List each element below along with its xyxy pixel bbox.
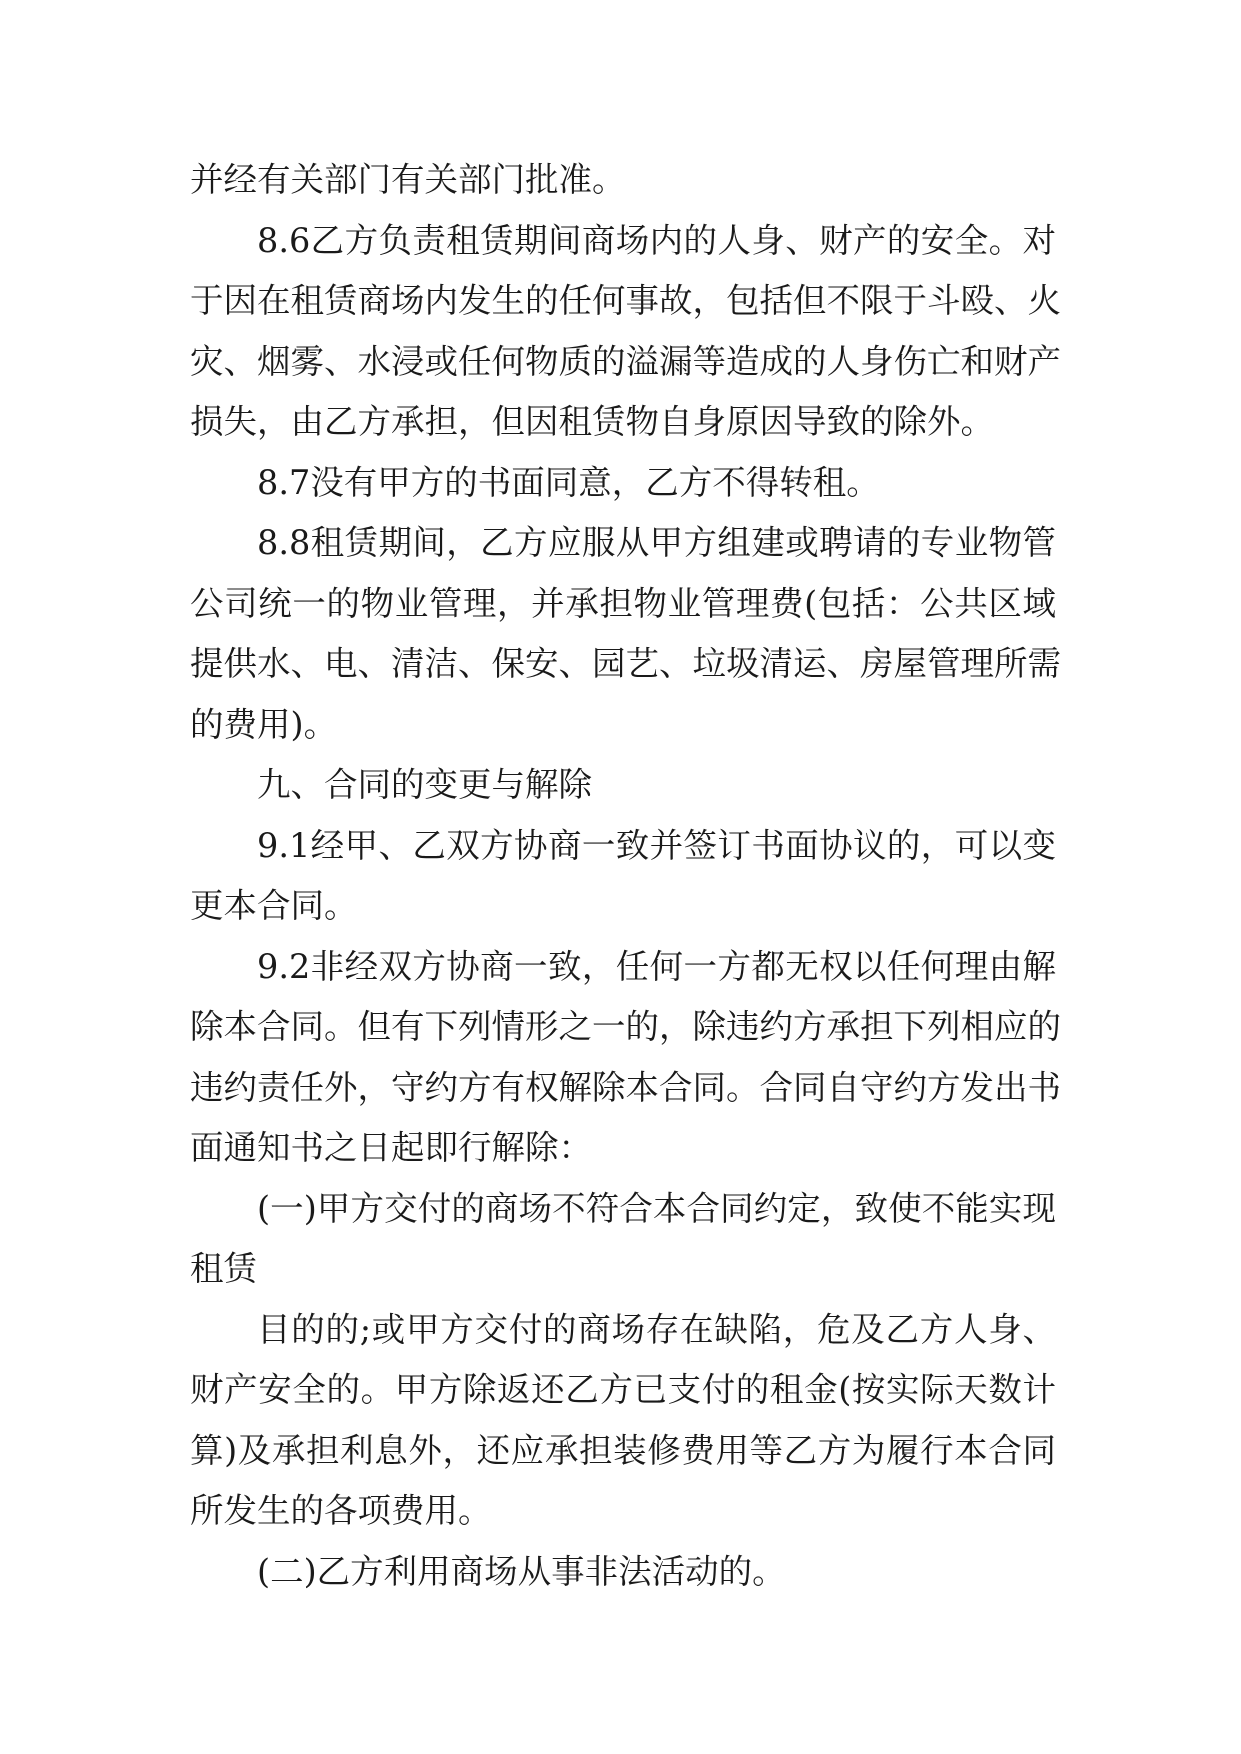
text-line: 8.7没有甲方的书面同意，乙方不得转租。 — [257, 462, 880, 502]
text-line: 面通知书之日起即行解除： — [190, 1128, 592, 1167]
section-heading-9 — [190, 755, 1056, 816]
paragraph-clause-8-7 — [190, 453, 1056, 514]
text-line: 财产安全的。甲方除返还乙方已支付的租金(按实际天数计 — [190, 1370, 1056, 1409]
text-line: (二)乙方利用商场从事非法活动的。 — [257, 1551, 786, 1591]
text-line: (一)甲方交付的商场不符合本合同约定，致使不能实现 — [257, 1188, 1056, 1228]
text-line: 公司统一的物业管理，并承担物业管理费(包括：公共区域 — [190, 583, 1056, 623]
text-line: 目的的;或甲方交付的商场存在缺陷，危及乙方人身、 — [257, 1309, 1056, 1349]
text-line: 的费用)。 — [190, 704, 338, 744]
paragraph-clause-9-2 — [190, 937, 1061, 1179]
paragraph-item-1 — [190, 1179, 1056, 1300]
text-line: 灾、烟雾、水浸或任何物质的溢漏等造成的人身伤亡和财产 — [190, 341, 1061, 381]
paragraph-clause-8-6 — [190, 211, 1061, 453]
text-line: 8.6乙方负责租赁期间商场内的人身、财产的安全。对 — [257, 220, 1056, 260]
paragraph-continuation — [190, 150, 1056, 211]
text-line: 于因在租赁商场内发生的任何事故，包括但不限于斗殴、火 — [190, 281, 1061, 320]
paragraph-item-2 — [190, 1542, 1056, 1603]
text-line: 违约责任外，守约方有权解除本合同。合同自守约方发出书 — [190, 1067, 1061, 1107]
document-page — [190, 150, 1061, 1602]
text-line: 更本合同。 — [190, 886, 358, 925]
text-line: 除本合同。但有下列情形之一的，除违约方承担下列相应的 — [190, 1007, 1061, 1046]
text-line: 9.1经甲、乙双方协商一致并签订书面协议的，可以变 — [257, 825, 1056, 865]
text-line: 九、合同的变更与解除 — [257, 765, 592, 804]
text-line: 所发生的各项费用。 — [190, 1491, 492, 1530]
text-line: 租赁 — [190, 1249, 257, 1288]
text-line: 提供水、电、清洁、保安、园艺、垃圾清运、房屋管理所需 — [190, 644, 1061, 683]
text-line: 8.8租赁期间，乙方应服从甲方组建或聘请的专业物管 — [257, 523, 1056, 562]
text-line: 9.2非经双方协商一致，任何一方都无权以任何理由解 — [257, 946, 1056, 986]
text-line: 算)及承担利息外，还应承担装修费用等乙方为履行本合同 — [190, 1430, 1056, 1470]
paragraph-clause-8-8 — [190, 513, 1061, 755]
text-line: 损失，由乙方承担，但因租赁物自身原因导致的除外。 — [190, 402, 994, 441]
paragraph-item-1-continuation — [190, 1300, 1056, 1542]
paragraph-clause-9-1 — [190, 816, 1056, 937]
text-line: 并经有关部门有关部门批准。 — [190, 160, 626, 199]
